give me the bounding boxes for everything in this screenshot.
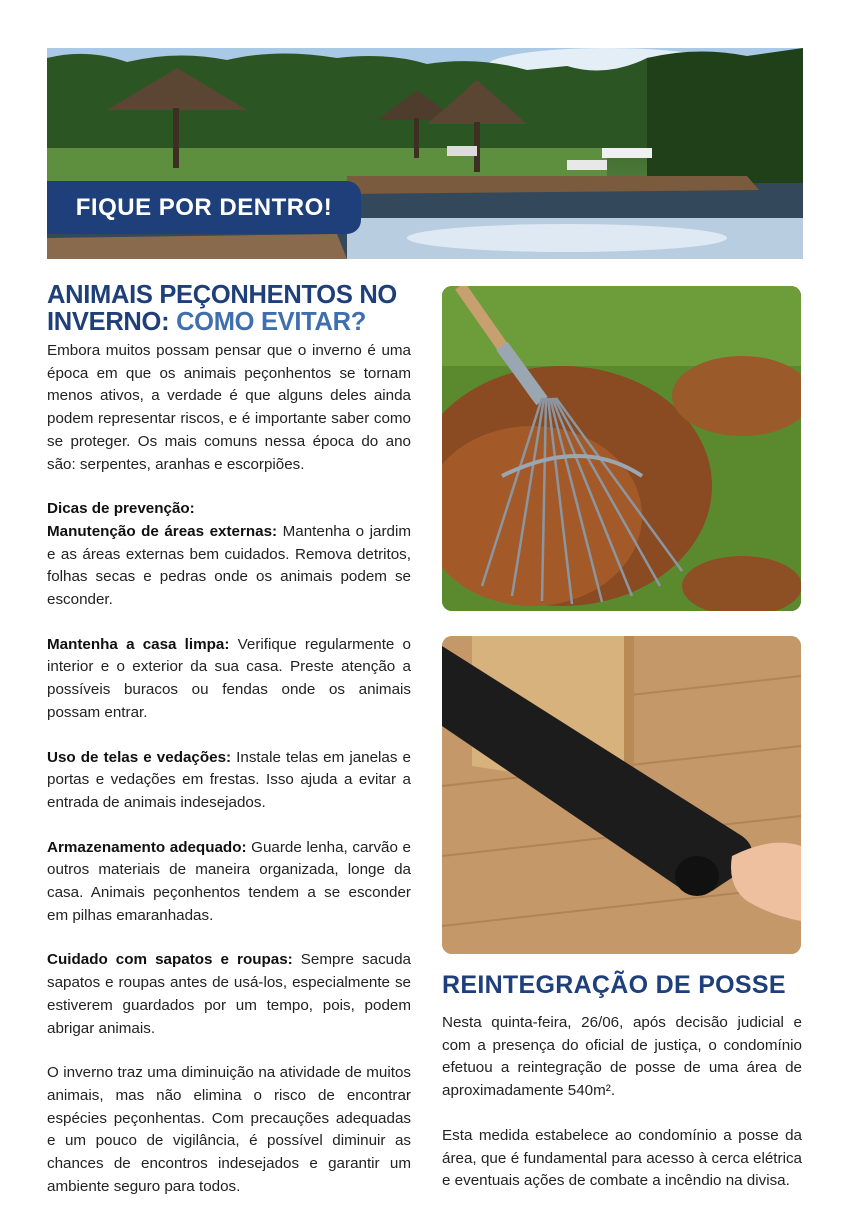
tip-label: Armazenamento adequado: bbox=[47, 838, 247, 856]
tip-label: Manutenção de áreas externas: bbox=[47, 522, 278, 540]
door-draft-stopper-image bbox=[442, 636, 801, 954]
article1-conclusion: O inverno traz uma diminuição na atividade de muitos animais, mas não elimina o risco de encontrar espécies peçonhentas. Com precauções adequadas e um pouco de vigilância, é possível diminuir as chances de encontros indesejados e garantir um ambiente seguro para todos. bbox=[47, 1064, 411, 1195]
tip-label: Uso de telas e vedações: bbox=[47, 748, 232, 766]
tip-item bbox=[47, 747, 411, 815]
hero-banner bbox=[47, 181, 361, 234]
tip-item bbox=[47, 949, 411, 1040]
article1-title-part2: COMO EVITAR? bbox=[176, 308, 367, 336]
tip-item bbox=[47, 634, 411, 725]
tips-heading: Dicas de prevenção: bbox=[47, 500, 195, 518]
tip-item bbox=[47, 521, 411, 612]
article1-intro: Embora muitos possam pensar que o inverno é uma época em que os animais peçonhentos se tornam menos ativos, a verdade é que alguns deles ainda podem representar riscos, e é importante saber como se proteger. Os mais comuns nessa época do ano são: serpentes, aranhas e escorpiões. bbox=[47, 342, 411, 473]
article1-body bbox=[47, 340, 411, 1199]
tip-item bbox=[47, 837, 411, 928]
article1-title-part1: ANIMAIS PEÇONHENTOS NO INVERNO: bbox=[47, 281, 397, 336]
tip-label: Cuidado com sapatos e roupas: bbox=[47, 951, 293, 969]
hero-banner-text: FIQUE POR DENTRO! bbox=[75, 193, 333, 221]
door-illustration bbox=[442, 636, 801, 954]
article1-title bbox=[47, 282, 427, 336]
tip-text: Instale telas em janelas e portas e vedações em frestas. Isso ajuda a evitar a entrada de animais indesejados. bbox=[47, 748, 411, 811]
rake-leaves-image bbox=[442, 286, 801, 611]
tip-text: Sempre sacuda sapatos e roupas antes de usá-los, especialmente se estiverem guardados por um tempo, pois, podem abrigar animais. bbox=[47, 951, 411, 1037]
article2-title: REINTEGRAÇÃO DE POSSE bbox=[442, 971, 786, 999]
tip-text: Verifique regularmente o interior e o exterior da sua casa. Preste atenção a possíveis buracos ou fendas onde os animais possam entrar. bbox=[47, 635, 411, 721]
tip-text: Mantenha o jardim e as áreas externas bem cuidados. Remova detritos, folhas secas e pedras onde os animais podem se esconder. bbox=[47, 522, 411, 609]
article2-paragraph1: Nesta quinta-feira, 26/06, após decisão judicial e com a presença do oficial de justiça, o condomínio efetuou a reintegração de posse de uma área de aproximadamente 540m². bbox=[442, 1014, 802, 1100]
article2-paragraph2: Esta medida estabelece ao condomínio a posse da área, que é fundamental para acesso à cerca elétrica e eventuais ações de combate a incêndio na divisa. bbox=[442, 1126, 802, 1190]
article2-body bbox=[442, 1012, 802, 1193]
tip-label: Mantenha a casa limpa: bbox=[47, 635, 230, 653]
tip-text: Guarde lenha, carvão e outros materiais de maneira organizada, longe da casa. Animais peçonhentos tendem a se esconder em pilhas emaranhadas. bbox=[47, 838, 411, 924]
hero-image bbox=[47, 48, 803, 259]
rake-illustration bbox=[442, 286, 801, 611]
